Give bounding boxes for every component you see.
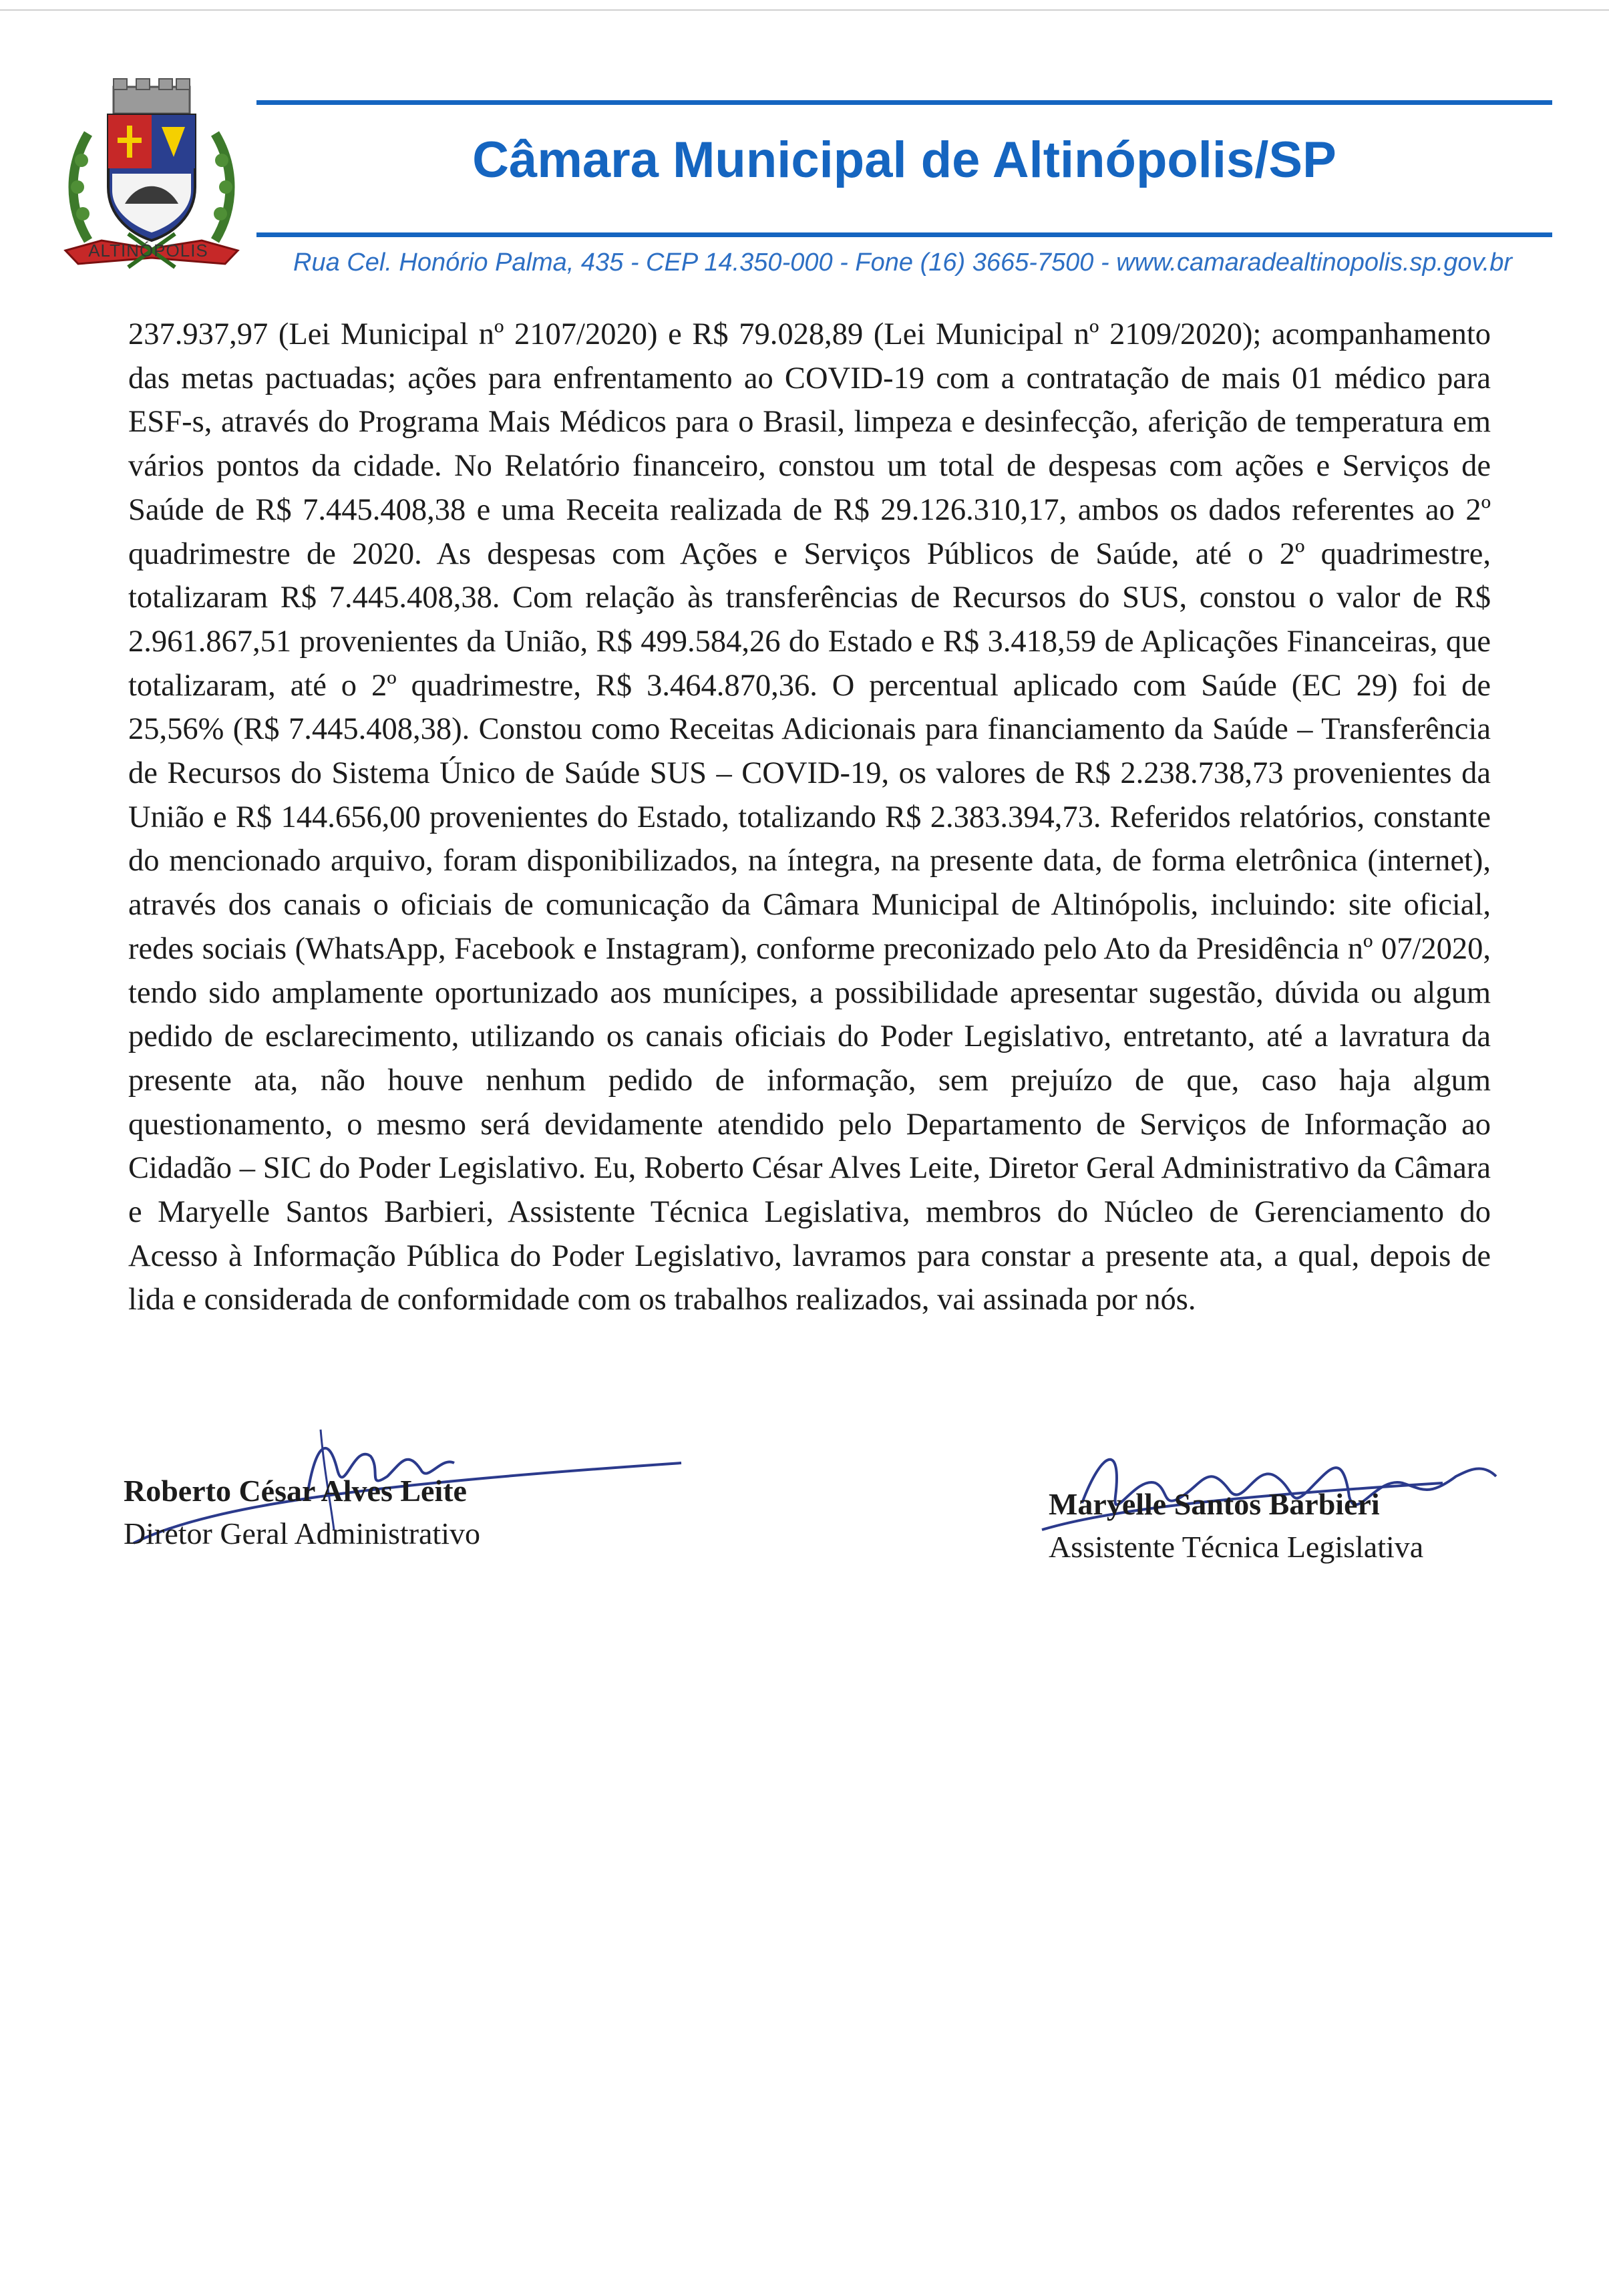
page-title: Câmara Municipal de Altinópolis/SP	[472, 132, 1336, 188]
signature-block-right	[1049, 1483, 1516, 1569]
header-address: Rua Cel. Honório Palma, 435 - CEP 14.350-000 - Fone (16) 3665-7500 - www.camaradealtinopolis.sp.gov.br	[293, 249, 1512, 277]
header-rule-bottom	[256, 232, 1552, 237]
signer-name-right: Maryelle Santos Barbieri	[1049, 1487, 1380, 1521]
header-rule-top	[256, 100, 1552, 105]
body-paragraph: 237.937,97 (Lei Municipal nº 2107/2020) e R$ 79.028,89 (Lei Municipal nº 2109/2020); acompanhamento das metas pactuadas; ações para enfrentamento ao COVID-19 com a contratação de mais 01 médico para ESF-s, através do Programa Mais Médicos para o Brasil, limpeza e desinfecção, aferição de temperatura em vários pontos da cidade. No Relatório financeiro, constou um total de despesas com ações e Serviços de Saúde de R$ 7.445.408,38 e uma Receita realizada de R$ 29.126.310,17, ambos os dados referentes ao 2º quadrimestre de 2020. As despesas com Ações e Serviços Públicos de Saúde, até o 2º quadrimestre, totalizaram R$ 7.445.408,38. Com relação às transferências de Recursos do SUS, constou o valor de R$ 2.961.867,51 provenientes da União, R$ 499.584,26 do Estado e R$ 3.418,59 de Aplicações Financeiras, que totalizaram, até o 2º quadrimestre, R$ 3.464.870,36. O percentual aplicado com Saúde (EC 29) foi de 25,56% (R$ 7.445.408,38). Constou como Receitas Adicionais para financiamento da Saúde – Transferência de Recursos do Sistema Único de Saúde SUS – COVID-19, os valores de R$ 2.238.738,73 provenientes da União e R$ 144.656,00 provenientes do Estado, totalizando R$ 2.383.394,73. Referidos relatórios, constante do mencionado arquivo, foram disponibilizados, na íntegra, na presente data, de forma eletrônica (internet), através dos canais o oficiais de comunicação da Câmara Municipal de Altinópolis, incluindo: site oficial, redes sociais (WhatsApp, Facebook e Instagram), conforme preconizado pelo Ato da Presidência nº 07/2020, tendo sido amplamente oportunizado aos munícipes, a possibilidade apresentar sugestão, dúvida ou algum pedido de esclarecimento, utilizando os canais oficiais do Poder Legislativo, entretanto, até a lavratura da presente ata, não houve nenhum pedido de informação, sem prejuízo de que, caso haja algum questionamento, o mesmo será devidamente atendido pelo Departamento de Serviços de Informação ao Cidadão – SIC do Poder Legislativo. Eu, Roberto César Alves Leite, Diretor Geral Administrativo da Câmara e Maryelle Santos Barbieri, Assistente Técnica Legislativa, membros do Núcleo de Gerenciamento do Acesso à Informação Pública do Poder Legislativo, lavramos para constar a presente ata, a qual, depois de lida e considerada de conformidade com os trabalhos realizados, vai assinada por nós.	[128, 317, 1491, 1317]
signer-role-left: Diretor Geral Administrativo	[124, 1516, 480, 1550]
signer-role-right: Assistente Técnica Legislativa	[1049, 1530, 1424, 1564]
signature-block-left	[124, 1470, 725, 1555]
document-body	[128, 313, 1491, 1322]
crest-caption: ALTINÓPOLIS	[88, 240, 208, 261]
scan-edge-line	[0, 9, 1609, 11]
signer-name-left: Roberto César Alves Leite	[124, 1474, 467, 1508]
